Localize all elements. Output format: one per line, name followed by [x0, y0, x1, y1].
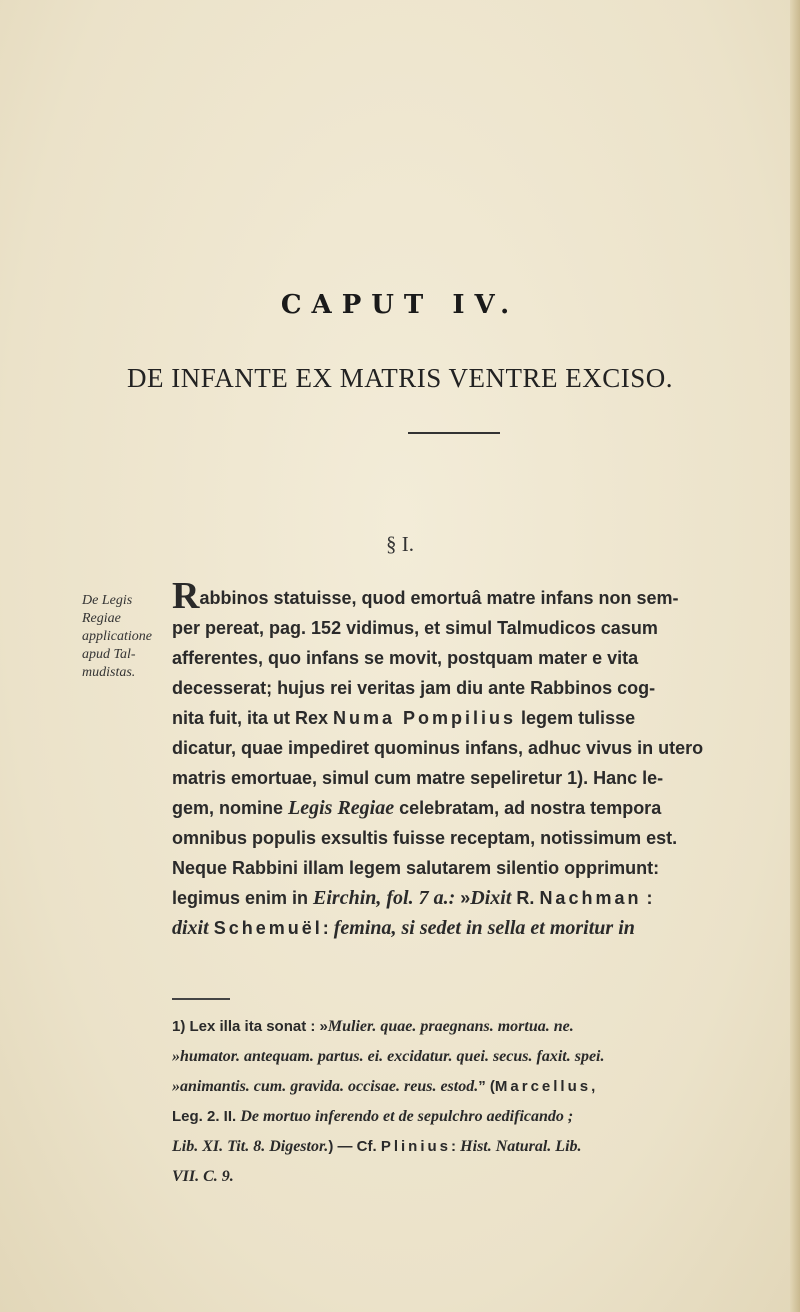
margin-note-line: applicatione: [82, 629, 152, 644]
body-line: legimus enim in Eirchin, fol. 7 a.: »Dixit R. Nachman :: [172, 887, 653, 909]
body-line: Rabbinos statuisse, quod emortuâ matre infans non sem-: [172, 575, 679, 617]
footnote-rule: [172, 998, 230, 1000]
margin-note-line: De Legis: [82, 593, 133, 608]
body-paragraph: [172, 575, 732, 943]
body-line: nita fuit, ita ut Rex Numa Pompilius legem tulisse: [172, 708, 636, 728]
page-edge: [790, 0, 800, 1312]
margin-note-line: Regiae: [82, 611, 121, 626]
footnote-line: 1) Lex illa ita sonat : »Mulier. quae. praegnans. mortua. ne.: [172, 1018, 574, 1035]
footnote-line: VII. C. 9.: [172, 1168, 234, 1185]
body-line: dicatur, quae impediret quominus infans, adhuc vivus in utero: [172, 738, 704, 758]
body-line: afferentes, quo infans se movit, postquam mater e vita: [172, 648, 639, 668]
margin-note-line: apud Tal-: [82, 647, 136, 662]
body-line: omnibus populis exsultis fuisse receptam, notissimum est.: [172, 828, 678, 848]
title-divider: [408, 432, 500, 434]
margin-note-line: mudistas.: [82, 665, 136, 680]
body-line: dixit Schemuël: femina, si sedet in sella et moritur in: [172, 917, 635, 939]
margin-note: [82, 592, 180, 682]
section-number: § I.: [386, 532, 414, 556]
footnote-line: »animantis. cum. gravida. occisae. reus. estod.” (Marcellus,: [172, 1078, 596, 1095]
footnote: [172, 1012, 732, 1192]
chapter-title: DE INFANTE EX MATRIS VENTRE EXCISO.: [127, 363, 673, 393]
body-line: Neque Rabbini illam legem salutarem silentio opprimunt:: [172, 858, 660, 878]
footnote-line: Leg. 2. II. De mortuo inferendo et de sepulchro aedificando ;: [172, 1108, 574, 1125]
body-line: per pereat, pag. 152 vidimus, et simul Talmudicos casum: [172, 618, 658, 638]
body-line: decesserat; hujus rei veritas jam diu ante Rabbinos cog-: [172, 678, 656, 698]
drop-cap: R: [172, 575, 200, 617]
body-line: gem, nomine Legis Regiae celebratam, ad nostra tempora: [172, 797, 662, 819]
footnote-line: Lib. XI. Tit. 8. Digestor.) — Cf. Plinius: Hist. Natural. Lib.: [172, 1138, 582, 1155]
spaced-name: Numa Pompilius: [333, 708, 517, 728]
chapter-number: CAPUT IV.: [280, 290, 520, 320]
footnote-line: »humator. antequam. partus. ei. excidatur. quei. secus. faxit. spei.: [172, 1048, 605, 1065]
body-line: matris emortuae, simul cum matre sepeliretur 1). Hanc le-: [172, 768, 664, 788]
italic-term: Legis Regiae: [288, 797, 395, 819]
